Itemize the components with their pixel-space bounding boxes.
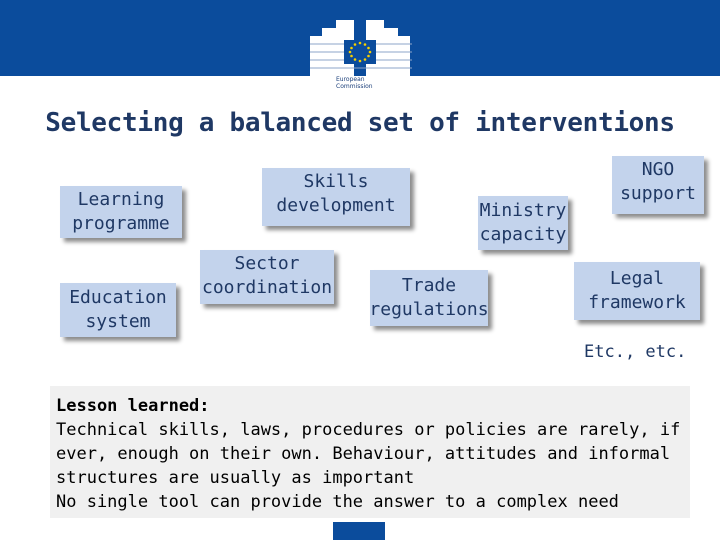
box-ministry-capacity: Ministry capacity [478, 196, 568, 250]
lesson-line-3: structures are usually as important [56, 468, 415, 488]
lesson-line-2: ever, enough on their own. Behaviour, attitudes and informal [56, 444, 671, 464]
lesson-heading: Lesson learned: [56, 396, 210, 416]
logo-caption-line2: Commission [336, 83, 373, 90]
box-education-system: Education system [60, 283, 176, 337]
logo-caption [336, 76, 373, 90]
box-skills-development: Skills development [262, 168, 410, 226]
logo-caption-line1: European [336, 76, 365, 83]
box-trade-regulations: Trade regulations [370, 270, 488, 326]
lesson-learned-panel [50, 386, 690, 518]
page-title: Selecting a balanced set of interventions [45, 108, 675, 138]
commission-building-icon [308, 14, 414, 76]
footer-accent-bar [333, 522, 385, 540]
lesson-line-4: No single tool can provide the answer to a complex need [56, 492, 619, 512]
european-commission-logo [306, 14, 416, 98]
box-learning-programme: Learning programme [60, 186, 182, 238]
box-ngo-support: NGO support [612, 156, 704, 214]
etc-label: Etc., etc. [584, 342, 687, 362]
box-legal-framework: Legal framework [574, 262, 700, 320]
box-sector-coordination: Sector coordination [200, 250, 334, 304]
lesson-line-1: Technical skills, laws, procedures or policies are rarely, if [56, 420, 681, 440]
